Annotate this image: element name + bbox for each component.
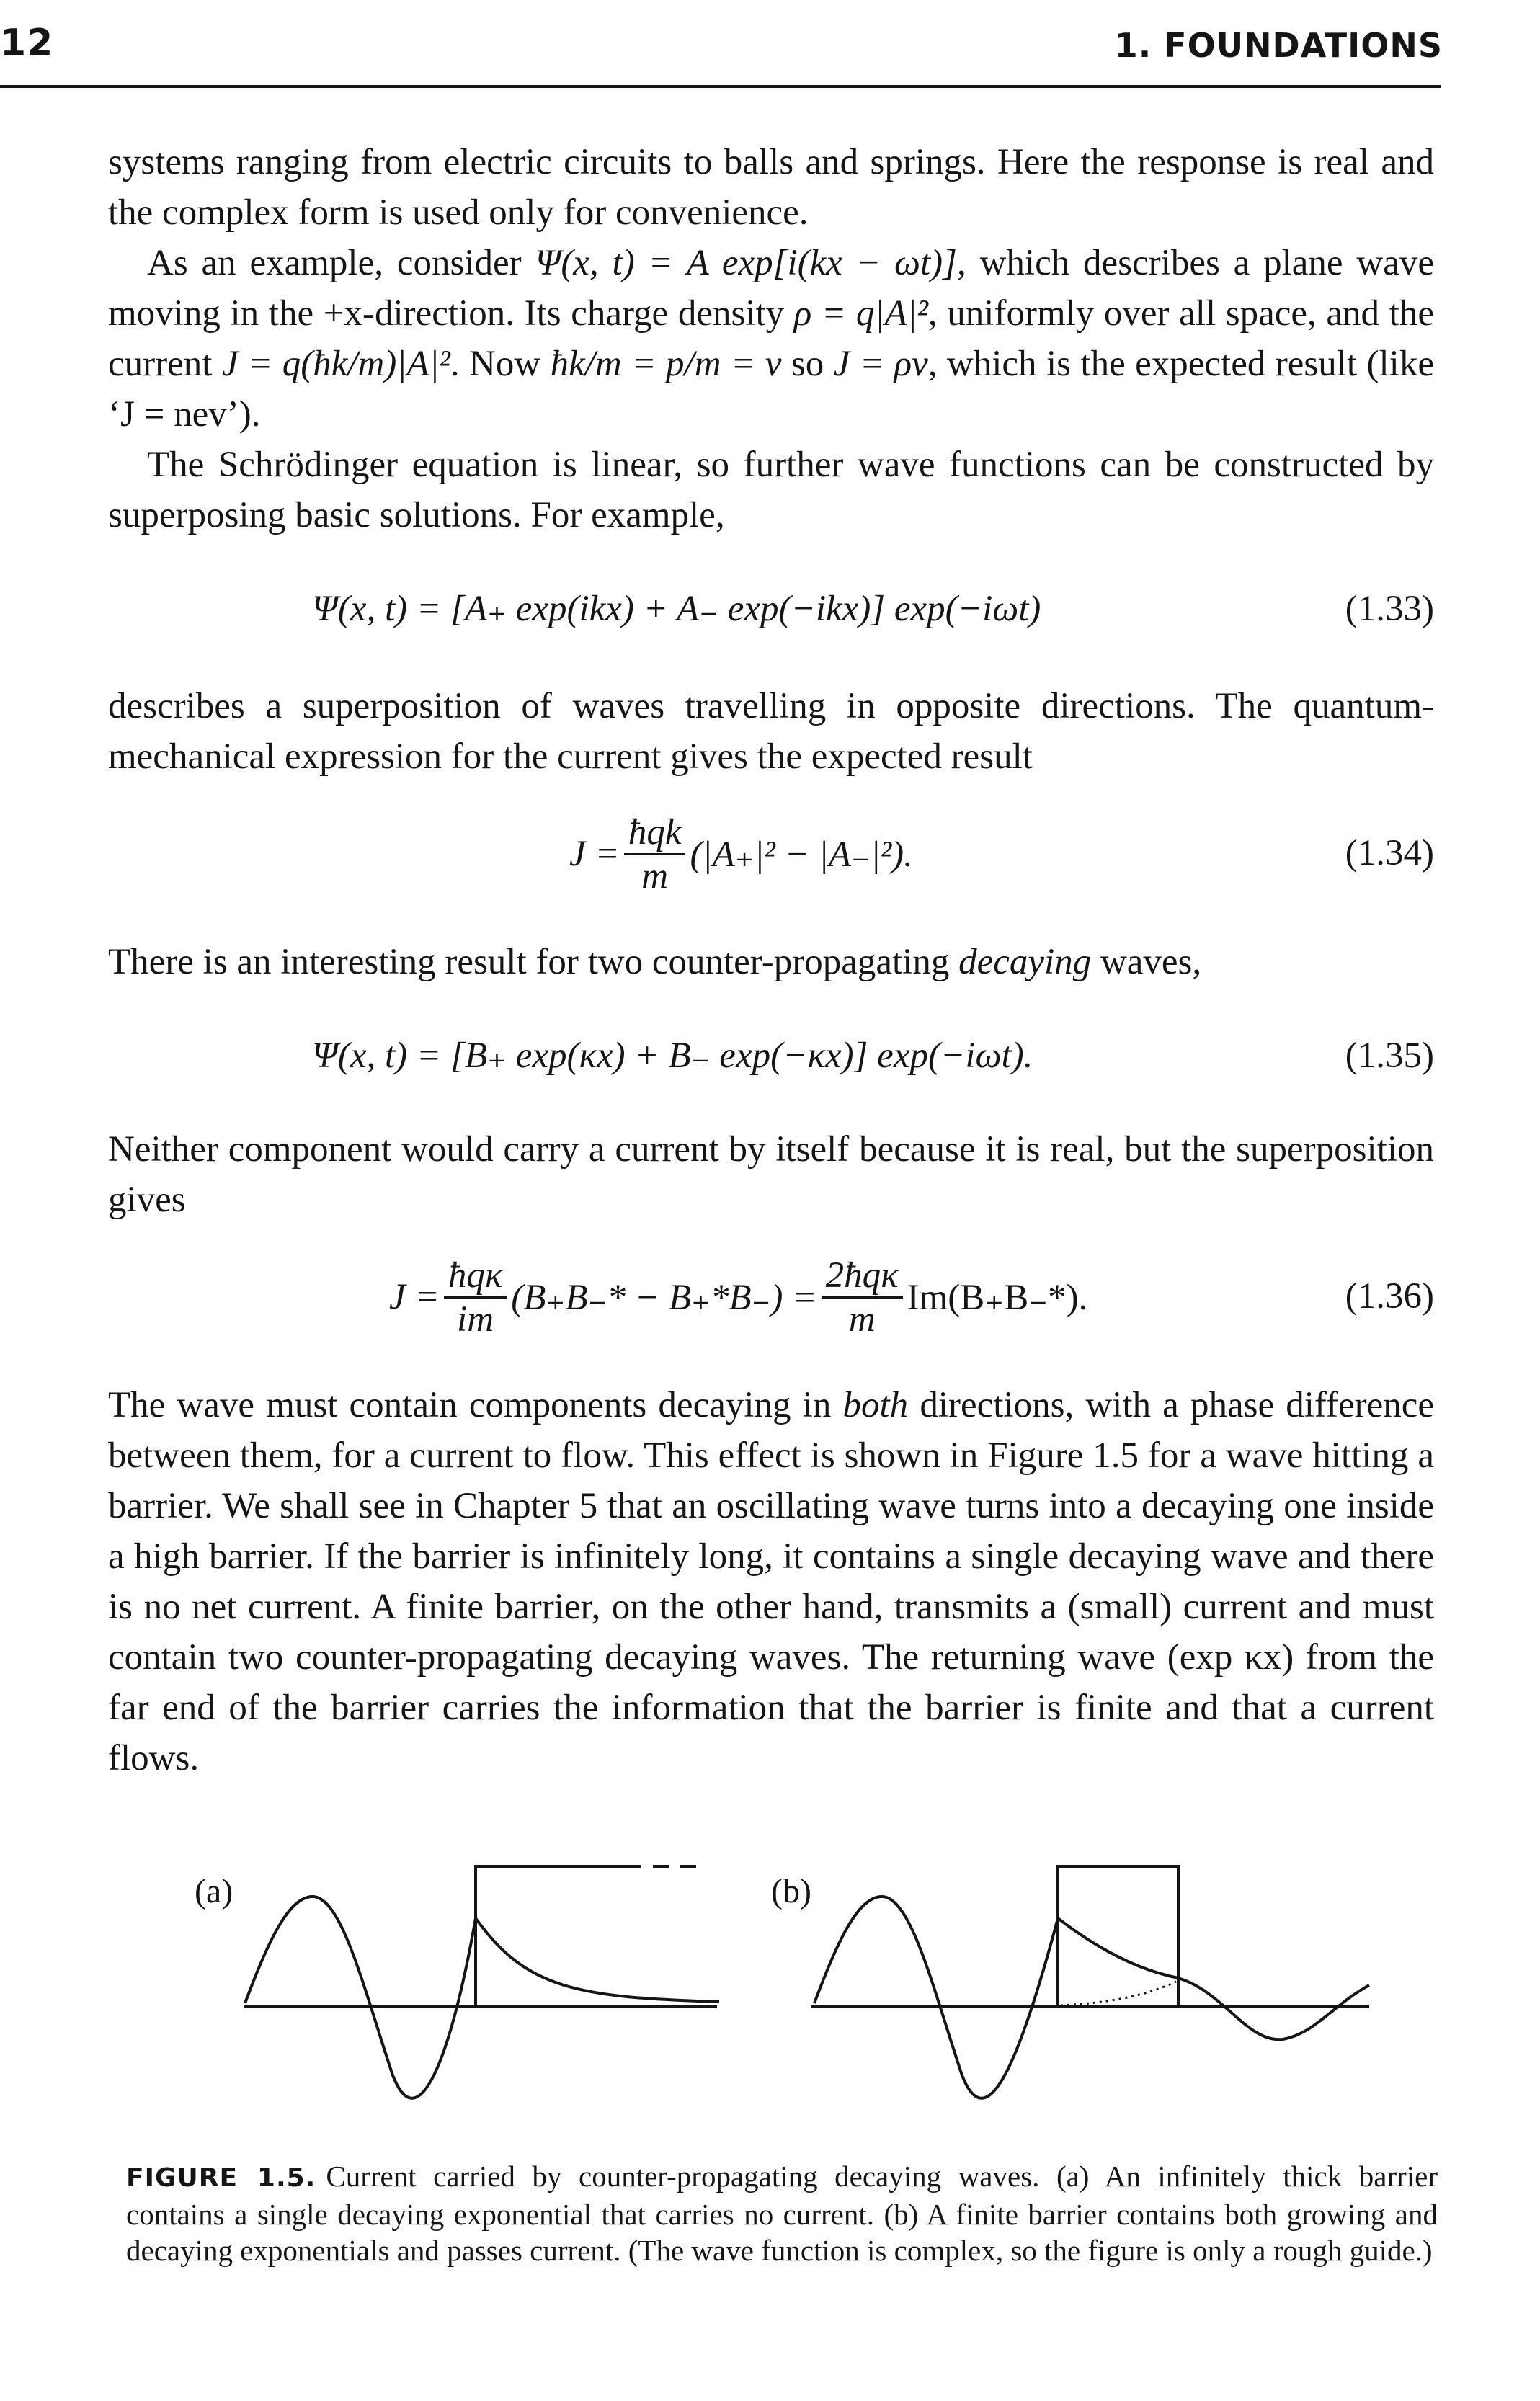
p2-part-b: , which describes a plane wave moving in the +x-direction. Its charge density [108, 243, 1435, 334]
paragraph-6-text: Neither component would carry a current by itself because it is real, but the superposition gives [108, 1129, 1434, 1220]
inline-jrho: J = ρv [833, 344, 928, 384]
paragraph-5-text: There is an interesting result for two counter-propagating decaying waves, [108, 942, 1202, 982]
eq136-numerator-1: ħqκ [444, 1255, 507, 1298]
eq134-fraction [624, 811, 686, 897]
barrier-a [476, 1866, 626, 2007]
growing-exponential-b [1061, 1982, 1176, 2005]
p2-part-a: As an example, consider [147, 243, 535, 283]
equation-1-34-number: (1.34) [1345, 833, 1434, 873]
eq134-right: (|A₊|² − |A₋|²). [690, 834, 913, 875]
equation-1-36 [108, 1243, 1434, 1351]
paragraph-3-text: The Schrödinger equation is linear, so further wave functions can be constructed by superposing basic solutions. For example, [108, 445, 1434, 535]
equation-1-34-body [569, 800, 913, 908]
paragraph-2-text [108, 238, 1434, 440]
paragraph-7 [108, 1380, 1434, 1783]
barrier-b [1058, 1866, 1178, 2007]
paragraph-3 [108, 440, 1434, 540]
figure-illustration [173, 1845, 1412, 2133]
equation-1-33-body: Ψ(x, t) = [A₊ exp(ikx) + A₋ exp(−ikx)] exp(−iωt) [312, 589, 1041, 629]
inline-rho: ρ = q|A|² [793, 293, 928, 334]
paragraph-6 [108, 1124, 1434, 1225]
eq136-denominator-1: im [457, 1298, 494, 1340]
inline-current: J = q(ħk/m)|A|² [221, 344, 450, 384]
equation-1-35 [108, 1030, 1434, 1081]
eq136-numerator-2: 2ħqκ [822, 1255, 903, 1298]
equation-1-35-number: (1.35) [1345, 1035, 1434, 1076]
eq134-numerator: ħqk [624, 811, 686, 855]
equation-1-36-body [389, 1243, 1087, 1351]
eq136-fraction-1 [444, 1255, 507, 1340]
equation-1-33-number: (1.33) [1345, 589, 1434, 629]
figure-caption [126, 2158, 1438, 2268]
p2-part-c: , uniformly over all space, and the current [108, 293, 1434, 384]
inline-psi: Ψ(x, t) = A exp[i(kx − ωt)] [535, 243, 957, 283]
inline-hk: ħk/m = p/m = v [550, 344, 782, 384]
equation-1-33 [108, 584, 1434, 634]
paragraph-4-text: describes a superposition of waves travelling in opposite directions. The quantum-mechanical expression for the current gives the expected result [108, 686, 1434, 777]
emphasis-decaying: decaying [958, 942, 1092, 982]
eq134-denominator: m [641, 855, 669, 896]
p2-part-e: so [781, 344, 834, 384]
caption-text: Current carried by counter-propagating decaying waves. (a) An infinitely thick barrier contains a single decaying exponential that carries no current. (b) A finite barrier contains both growing and decaying exponentials and passes current. (The wave function is complex, so the figure is only a rough guide.) [126, 2160, 1438, 2267]
eq136-left: J = [389, 1277, 440, 1317]
equation-1-34 [108, 800, 1434, 908]
figure-1-5 [173, 1845, 1412, 2137]
wave-a [245, 1897, 719, 2098]
p2-part-f: , which is the expected result (like ‘J = nev’). [108, 344, 1434, 435]
equation-1-36-number: (1.36) [1345, 1276, 1434, 1317]
header-rule [0, 85, 1441, 88]
p2-part-d: . Now [450, 344, 551, 384]
eq136-fraction-2 [822, 1255, 903, 1340]
paragraph-7-text: The wave must contain components decaying in both directions, with a phase difference between them, for a current to flow. This effect is shown in Figure 1.5 for a wave hitting a barrier. We shall see in Chapter 5 that an oscillating wave turns into a decaying one inside a high barrier. If the barrier is infinitely long, it contains a single decaying wave and there is no net current. A finite barrier, on the other hand, transmits a (small) current and must contain two counter-propagating decaying waves. The returning wave (exp κx) from the far end of the barrier carries the information that the barrier is finite and that a current flows. [108, 1385, 1434, 1778]
caption-label: FIGURE 1.5. [126, 2163, 316, 2193]
paragraph-5 [108, 937, 1434, 987]
eq136-mid: (B₊B₋* − B₊*B₋) = [511, 1277, 817, 1318]
paragraph-2 [108, 238, 1434, 440]
running-head: 1. FOUNDATIONS [1114, 26, 1443, 65]
page-number: 12 [0, 22, 54, 65]
paragraph-4 [108, 681, 1434, 782]
wave-b [814, 1897, 1369, 2098]
paragraph-1-text: systems ranging from electric circuits to balls and springs. Here the response is real and the complex form is used only for convenience. [108, 142, 1434, 233]
eq136-right: Im(B₊B₋*). [907, 1277, 1088, 1318]
paragraph-1 [108, 137, 1434, 238]
figure-label-b: (b) [771, 1872, 811, 1910]
eq134-left: J = [569, 834, 620, 874]
emphasis-both: both [842, 1385, 909, 1425]
equation-1-35-body: Ψ(x, t) = [B₊ exp(κx) + B₋ exp(−κx)] exp(−iωt). [312, 1035, 1033, 1076]
eq136-denominator-2: m [848, 1298, 876, 1340]
figure-label-a: (a) [195, 1872, 233, 1910]
